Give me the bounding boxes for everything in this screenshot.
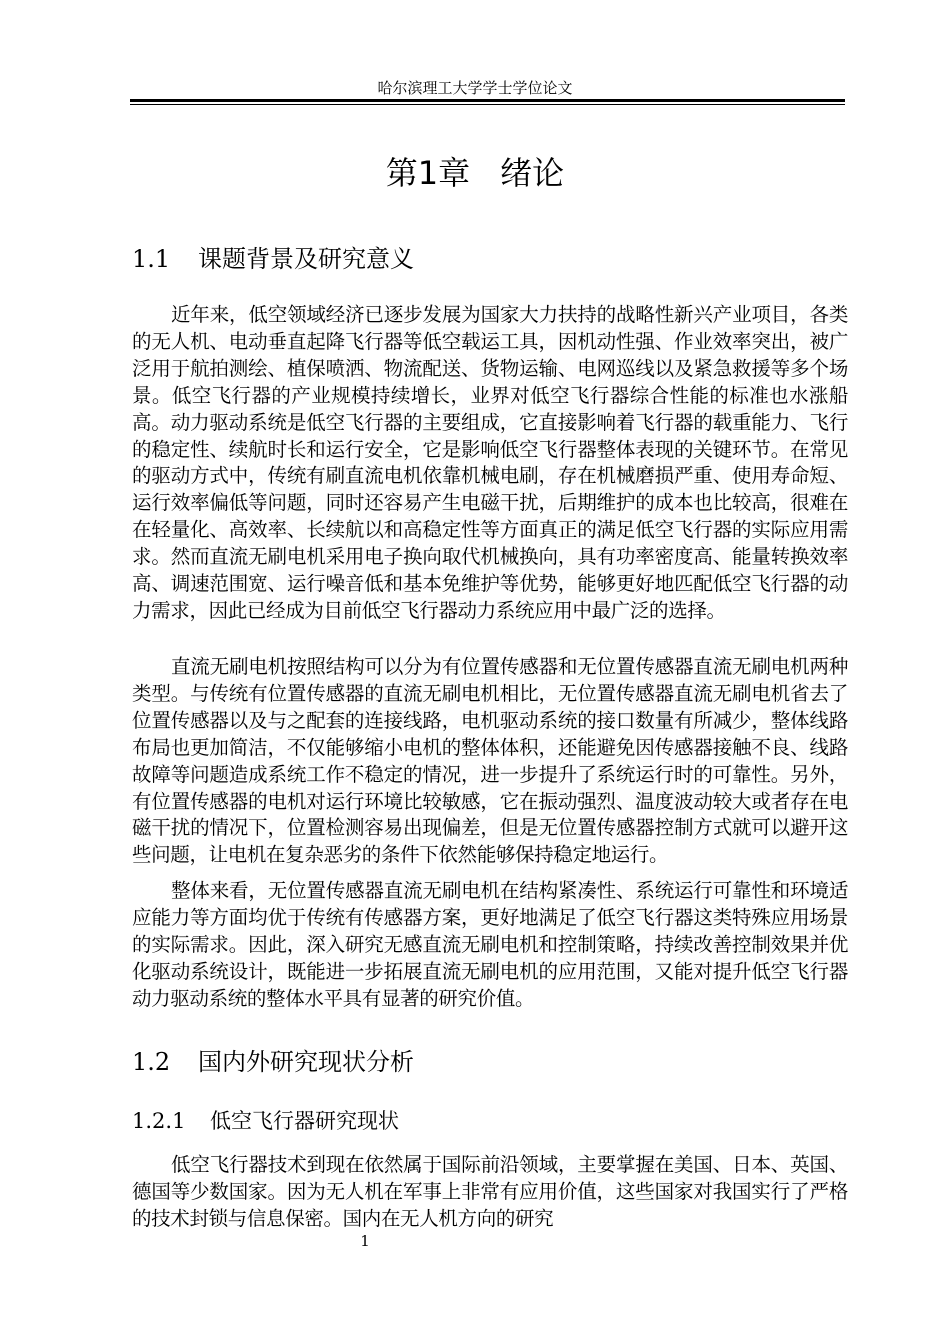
chapter-number: 第1章 <box>385 154 471 192</box>
header-rule-thin <box>130 104 845 105</box>
paragraph-2: 直流无刷电机按照结构可以分为有位置传感器和无位置传感器直流无刷电机两种类型。与传统有位置传感器的直流无刷电机相比，无位置传感器直流无刷电机省去了位置传感器以及与之配套的连接线路，电机驱动系统的接口数量有所减少，整体线路布局也更加简洁，不仅能够缩小电机的整体体积，还能避免因传感器接触不良、线路故障等问题造成系统工作不稳定的情况，进一步提升了系统运行时的可靠性。另外，有位置传感器的电机对运行环境比较敏感，它在振动强烈、温度波动较大或者存在电磁干扰的情况下，位置检测容易出现偏差，但是无位置传感器控制方式就可以避开这些问题，让电机在复杂恶劣的条件下依然能够保持稳定地运行。 <box>132 655 848 867</box>
header-rule-thick <box>130 99 845 102</box>
chapter-title <box>0 151 950 195</box>
section-title: 国内外研究现状分析 <box>198 1048 414 1076</box>
section-heading-1-2 <box>132 1045 414 1079</box>
subsection-title: 低空飞行器研究现状 <box>210 1109 399 1133</box>
subsection-number: 1.2.1 <box>132 1109 186 1133</box>
paragraph-4: 低空飞行器技术到现在依然属于国际前沿领域，主要掌握在美国、日本、英国、德国等少数国家。因为无人机在军事上非常有应用价值，这些国家对我国实行了严格的技术封锁与信息保密。国内在无人机方向的研究 <box>132 1153 848 1230</box>
subsection-heading-1-2-1 <box>132 1106 399 1136</box>
page-number: 1 <box>360 1232 370 1250</box>
section-number: 1.2 <box>132 1048 171 1076</box>
chapter-name: 绪论 <box>500 154 565 192</box>
running-header: 哈尔滨理工大学学士学位论文 <box>377 79 573 97</box>
section-number: 1.1 <box>132 245 171 273</box>
section-heading-1-1 <box>132 242 414 276</box>
paragraph-1: 近年来，低空领域经济已逐步发展为国家大力扶持的战略性新兴产业项目，各类的无人机、电动垂直起降飞行器等低空载运工具，因机动性强、作业效率突出，被广泛用于航拍测绘、植保喷洒、物流配送、货物运输、电网巡线以及紧急救援等多个场景。低空飞行器的产业规模持续增长，业界对低空飞行器综合性能的标准也水涨船高。动力驱动系统是低空飞行器的主要组成，它直接影响着飞行器的载重能力、飞行的稳定性、续航时长和运行安全，它是影响低空飞行器整体表现的关键环节。在常见的驱动方式中，传统有刷直流电机依靠机械电刷，存在机械磨损严重、使用寿命短、运行效率偏低等问题，同时还容易产生电磁干扰，后期维护的成本也比较高，很难在在轻量化、高效率、长续航以和高稳定性等方面真正的满足低空飞行器的实际应用需求。然而直流无刷电机采用电子换向取代机械换向，具有功率密度高、能量转换效率高、调速范围宽、运行噪音低和基本免维护等优势，能够更好地匹配低空飞行器的动力需求，因此已经成为目前低空飞行器动力系统应用中最广泛的选择。 <box>132 303 848 622</box>
section-title: 课题背景及研究意义 <box>198 245 414 273</box>
paragraph-3: 整体来看，无位置传感器直流无刷电机在结构紧凑性、系统运行可靠性和环境适应能力等方面均优于传统有传感器方案，更好地满足了低空飞行器这类特殊应用场景的实际需求。因此，深入研究无感直流无刷电机和控制策略，持续改善控制效果并优化驱动系统设计，既能进一步拓展直流无刷电机的应用范围，又能对提升低空飞行器动力驱动系统的整体水平具有显著的研究价值。 <box>132 879 848 1010</box>
